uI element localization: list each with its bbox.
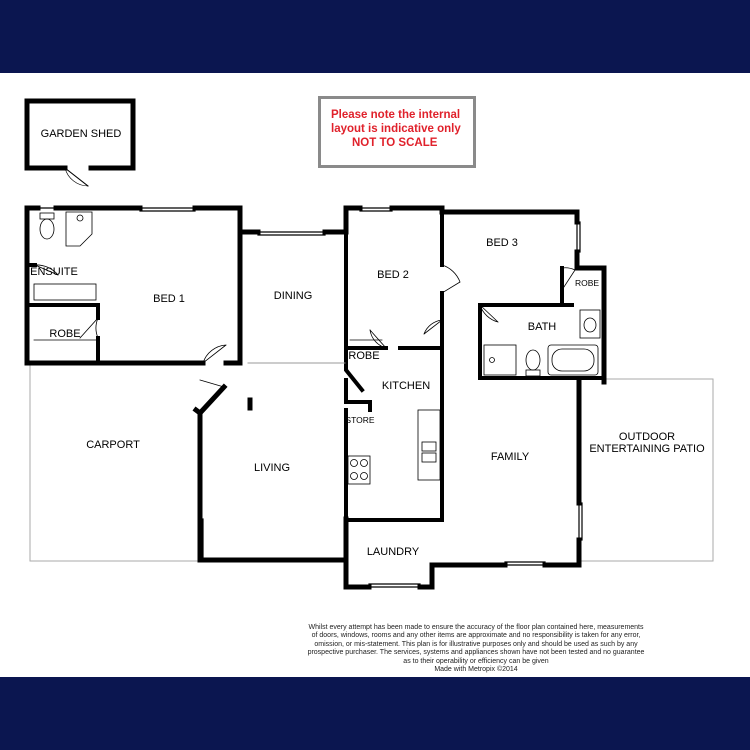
disclaimer-line-2: of doors, windows, rooms and any other items are approximate and no responsibility is taken for any error,: [311, 632, 641, 640]
disclaimer-line-6: Made with Metropix ©2014: [434, 666, 518, 674]
notice-box: [318, 96, 476, 168]
room-label-robe-1: ROBE: [49, 328, 81, 340]
room-label-garden-shed: GARDEN SHED: [40, 128, 122, 140]
doors: [35, 265, 575, 390]
interior-walls: [30, 212, 604, 520]
disclaimer-line-4: prospective purchaser. The services, systems and appliances shown have not been tested and no guarantee: [307, 649, 645, 657]
garden-shed-walls: [27, 101, 133, 186]
room-label-robe-2: ROBE: [348, 350, 380, 362]
room-label-bed-3: BED 3: [486, 237, 518, 249]
windows: [38, 208, 604, 587]
room-label-ensuite: ENSUITE: [30, 266, 78, 278]
room-label-outdoor-line-1: OUTDOOR: [618, 431, 676, 443]
room-label-kitchen: KITCHEN: [381, 380, 431, 392]
room-label-bed-1: BED 1: [153, 293, 185, 305]
disclaimer-text: [296, 624, 656, 674]
room-label-bed-2: BED 2: [377, 269, 409, 281]
notice-line-1: Please note the internal: [331, 109, 461, 121]
room-label-carport: CARPORT: [86, 439, 140, 451]
room-label-living: LIVING: [253, 462, 291, 474]
exterior-walls: [27, 208, 604, 587]
room-label-robe-3: ROBE: [574, 278, 600, 288]
notice-line-3: NOT TO SCALE: [352, 137, 438, 149]
room-label-outdoor-line-2: ENTERTAINING PATIO: [589, 443, 705, 455]
carport-outline: [30, 365, 198, 561]
bottom-banner: [0, 677, 750, 750]
disclaimer-line-5: as to their operability or efficiency can be given: [403, 657, 549, 665]
room-label-store: STORE: [345, 415, 375, 425]
disclaimer-line-1: Whilst every attempt has been made to ensure the accuracy of the floor plan contained here, measurements: [308, 624, 644, 631]
room-label-bath: BATH: [527, 321, 557, 333]
room-label-laundry: LAUNDRY: [366, 546, 420, 558]
room-label-family: FAMILY: [490, 451, 530, 463]
disclaimer-line-3: omission, or mis-statement. This plan is for illustrative purposes only and should be used as such by any: [314, 640, 638, 648]
notice-line-2: layout is indicative only: [331, 123, 461, 135]
room-label-dining: DINING: [273, 290, 313, 302]
patio-outline: [580, 379, 713, 561]
